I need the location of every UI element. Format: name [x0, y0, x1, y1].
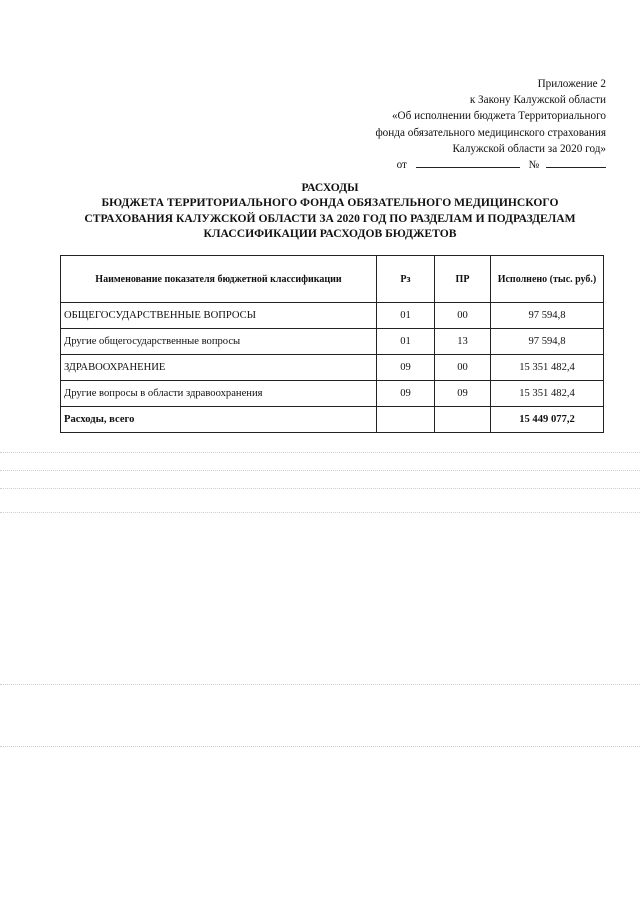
appendix-title: Приложение 2 — [537, 78, 606, 90]
row-pr: 13 — [435, 329, 491, 355]
total-pr-empty — [435, 407, 491, 433]
row-amount: 97 594,8 — [491, 303, 604, 329]
number-blank — [546, 157, 606, 168]
row-name: ОБЩЕГОСУДАРСТВЕННЫЕ ВОПРОСЫ — [61, 303, 377, 329]
title-line-3: СТРАХОВАНИЯ КАЛУЖСКОЙ ОБЛАСТИ ЗА 2020 ГОД ПО РАЗДЕЛАМ И ПОДРАЗДЕЛАМ — [84, 211, 576, 225]
scan-artifact — [0, 452, 640, 454]
total-label: Расходы, всего — [61, 407, 377, 433]
table-row — [61, 355, 604, 381]
appendix-law-name-line1: «Об исполнении бюджета Территориального — [391, 110, 606, 123]
scan-artifact — [0, 512, 640, 514]
row-name: Другие общегосударственные вопросы — [61, 329, 377, 355]
row-pr: 09 — [435, 381, 491, 407]
table-row — [61, 303, 604, 329]
appendix-law-name-line2: фонда обязательного медицинского страхования — [375, 126, 606, 139]
row-amount: 15 351 482,4 — [491, 381, 604, 407]
scan-artifact — [0, 684, 640, 686]
row-pr: 00 — [435, 355, 491, 381]
appendix-law-reference: к Закону Калужской области — [469, 94, 606, 107]
table-header-row — [61, 256, 604, 303]
appendix-date-number-line — [286, 157, 606, 173]
header-name: Наименование показателя бюджетной классификации — [61, 256, 377, 303]
row-rz: 09 — [377, 381, 435, 407]
header-amount: Исполнено (тыс. руб.) — [491, 256, 604, 303]
row-pr: 00 — [435, 303, 491, 329]
title-line-4: КЛАССИФИКАЦИИ РАСХОДОВ БЮДЖЕТОВ — [203, 227, 457, 241]
row-name: Другие вопросы в области здравоохранения — [61, 381, 377, 407]
table-row — [61, 381, 604, 407]
header-pr: ПР — [435, 256, 491, 303]
total-amount: 15 449 077,2 — [491, 407, 604, 433]
title-line-2: БЮДЖЕТА ТЕРРИТОРИАЛЬНОГО ФОНДА ОБЯЗАТЕЛЬНОГО МЕДИЦИНСКОГО — [101, 196, 559, 210]
total-rz-empty — [377, 407, 435, 433]
row-name: ЗДРАВООХРАНЕНИЕ — [61, 355, 377, 381]
date-blank — [416, 157, 520, 168]
expenses-table — [60, 255, 604, 433]
scan-artifact — [0, 746, 640, 748]
title-line-1: РАСХОДЫ — [301, 181, 359, 194]
row-amount: 15 351 482,4 — [491, 355, 604, 381]
row-rz: 09 — [377, 355, 435, 381]
date-label: от — [396, 159, 407, 172]
header-rz: Рз — [377, 256, 435, 303]
scan-artifact — [0, 470, 640, 472]
number-label: № — [528, 159, 540, 172]
document-title — [40, 180, 620, 242]
row-amount: 97 594,8 — [491, 329, 604, 355]
table-total-row — [61, 407, 604, 433]
appendix-block — [286, 76, 606, 173]
appendix-law-name-line3: Калужской области за 2020 год» — [452, 142, 606, 155]
scan-artifact — [0, 488, 640, 490]
row-rz: 01 — [377, 329, 435, 355]
table-row — [61, 329, 604, 355]
row-rz: 01 — [377, 303, 435, 329]
